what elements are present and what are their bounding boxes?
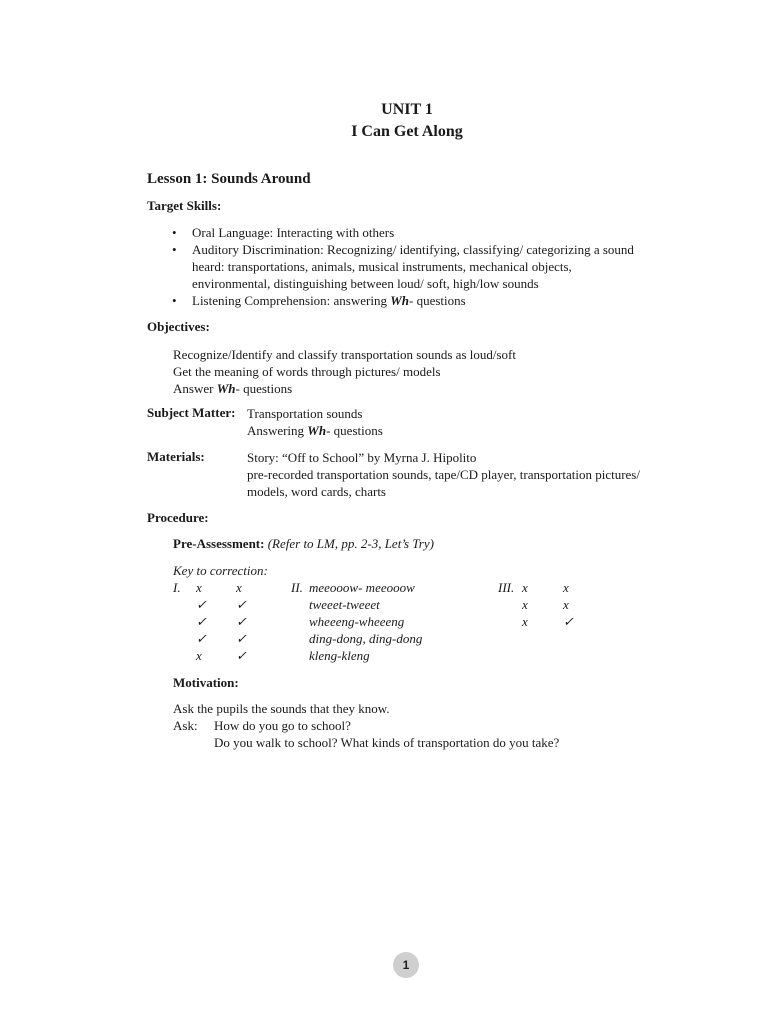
key-sound: wheeeng-wheeeng: [309, 614, 405, 629]
key-answer: ✓: [236, 648, 247, 663]
motivation-text: Ask the pupils the sounds that they know.: [173, 701, 390, 716]
subject-matter-label: Subject Matter:: [147, 405, 236, 420]
skill-text: - questions: [409, 293, 466, 308]
key-answer: x: [236, 580, 242, 595]
subject-matter-text: - questions: [326, 423, 383, 438]
subject-matter-line: Transportation sounds: [247, 406, 363, 421]
key-answer: ✓: [563, 614, 574, 629]
page-number: 1: [393, 952, 419, 978]
key-answer: x: [196, 648, 202, 663]
key-heading: Key to correction:: [173, 563, 268, 578]
key-sound: kleng-kleng: [309, 648, 370, 663]
subject-matter-line: [247, 422, 383, 439]
skill-item: [172, 292, 652, 309]
target-skills-list: [172, 224, 652, 309]
pre-assessment: [173, 536, 434, 552]
key-answer: x: [522, 614, 528, 629]
materials-label: Materials:: [147, 449, 205, 464]
wh-emphasis: Wh: [390, 293, 410, 308]
key-answer: ✓: [196, 631, 207, 646]
key-answer: ✓: [236, 597, 247, 612]
objective-item: Recognize/Identify and classify transportation sounds as loud/soft: [173, 347, 516, 362]
key-answer: x: [522, 597, 528, 612]
unit-heading: UNIT 1: [381, 101, 433, 118]
ask-question: Do you walk to school? What kinds of transportation do you take?: [214, 735, 560, 750]
materials-line: models, word cards, charts: [247, 484, 386, 499]
motivation-heading: Motivation:: [173, 675, 239, 690]
materials-line: Story: “Off to School” by Myrna J. Hipolito: [247, 450, 477, 465]
key-answer: ✓: [236, 614, 247, 629]
materials-line: pre-recorded transportation sounds, tape/CD player, transportation pictures/: [247, 467, 640, 482]
key-answer: ✓: [196, 614, 207, 629]
procedure-heading: Procedure:: [147, 510, 209, 525]
pre-assessment-label: Pre-Assessment:: [173, 536, 265, 551]
skill-item: • Oral Language: Interacting with others: [172, 224, 652, 241]
skill-item: • Auditory Discrimination: Recognizing/ identifying, classifying/ categorizing a sound heard: transportations, animals, musical instruments, mechanical objects, environmental, distinguishing between loud/ soft, high/low sounds: [172, 241, 652, 292]
wh-emphasis: Wh: [307, 423, 327, 438]
key-answer: x: [563, 597, 569, 612]
pre-assessment-ref: (Refer to LM, pp. 2-3, Let’s Try): [267, 536, 434, 551]
wh-emphasis: Wh: [216, 381, 236, 396]
key-answer: ✓: [196, 597, 207, 612]
lesson-heading: Lesson 1: Sounds Around: [147, 171, 311, 187]
key-part-label: III.: [498, 580, 515, 595]
key-answer: x: [563, 580, 569, 595]
key-answer: ✓: [236, 631, 247, 646]
ask-label: Ask:: [173, 718, 198, 733]
target-skills-heading: Target Skills:: [147, 198, 222, 213]
objectives-heading: Objectives:: [147, 319, 210, 334]
skill-text: Listening Comprehension: answering: [192, 293, 391, 308]
ask-question: How do you go to school?: [214, 718, 351, 733]
subject-matter-values: [247, 405, 383, 439]
subject-matter-text: Answering: [247, 423, 308, 438]
unit-title: I Can Get Along: [351, 123, 463, 140]
key-answer: x: [196, 580, 202, 595]
key-sound: tweeet-tweeet: [309, 597, 380, 612]
key-answer: x: [522, 580, 528, 595]
objective-item: [173, 380, 516, 397]
key-part-label: II.: [291, 580, 303, 595]
objectives-list: [173, 346, 516, 397]
key-sound: ding-dong, ding-dong: [309, 631, 423, 646]
objective-item: Get the meaning of words through pictures/ models: [173, 364, 441, 379]
objective-text: Answer: [173, 381, 217, 396]
key-part-label: I.: [173, 580, 181, 595]
key-sound: meeooow- meeooow: [309, 580, 415, 595]
materials-values: [247, 449, 640, 500]
objective-text: - questions: [235, 381, 293, 396]
